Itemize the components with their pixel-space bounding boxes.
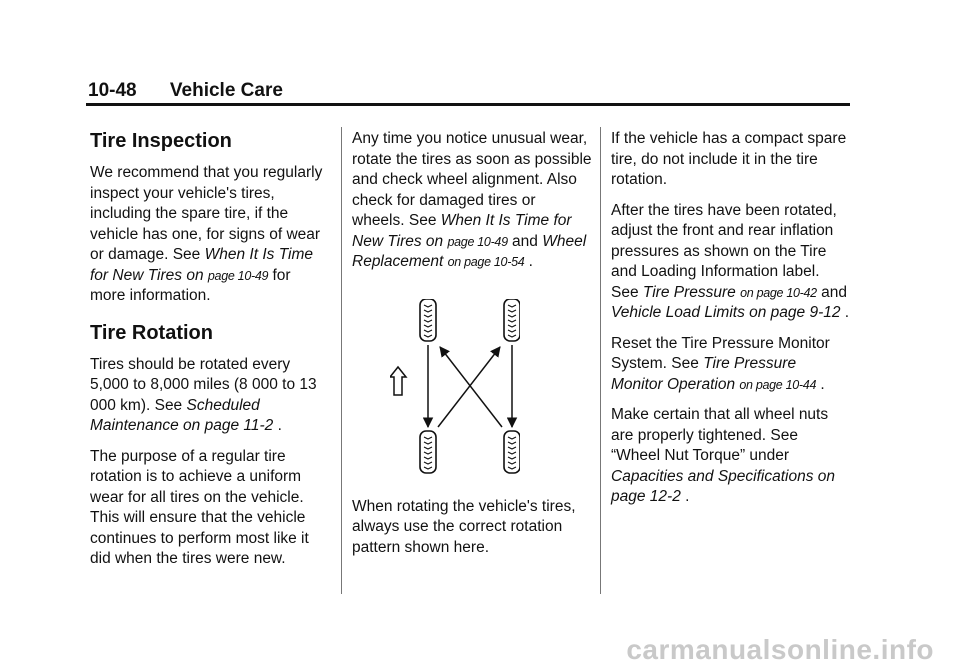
- rotating-paragraph: When rotating the vehicle's tires, always use the correct rotation pattern shown here.: [352, 497, 576, 556]
- inspection-paragraph: We recommend that you regularly inspect your vehicle's tires, including the spare tire, if the vehicle has one, for signs of wear or damage. See When It Is Time for New Tires on page 10-49 for more information.: [90, 164, 323, 304]
- front-right-tire: [504, 299, 520, 341]
- rear-right-tire: [504, 431, 520, 473]
- heading-tire-rotation: Tire Rotation: [90, 321, 213, 344]
- link-scheduled-maintenance[interactable]: Scheduled Maintenance on page 11-2: [90, 396, 274, 434]
- arrow-rear-left-to-front-right: [438, 347, 500, 427]
- compact-spare-paragraph: If the vehicle has a compact spare tire, do not include it in the tire rotation.: [611, 130, 847, 188]
- rotation-paragraph: Tires should be rotated every 5,000 to 8,000 miles (8 000 to 13 000 km). See Scheduled Maintenance on page 11-2 .: [90, 355, 317, 434]
- link-wheel-replacement[interactable]: Wheel Replacement: [352, 232, 587, 270]
- column-3: [611, 129, 851, 518]
- watermark: carmanualsonline.info: [626, 634, 934, 665]
- heading-tire-inspection: Tire Inspection: [90, 130, 232, 152]
- link-new-tires-2-page[interactable]: page 10-49: [447, 234, 508, 249]
- link-new-tires-2[interactable]: When It Is Time for New Tires on: [352, 212, 572, 250]
- page-number: 10-48: [88, 80, 137, 101]
- header-rule: [86, 103, 850, 106]
- inflation-paragraph: After the tires have been rotated, adjust the front and rear inflation pressures as shown on the Tire and Loading Information label. See Tire Pressure on page 10-42 and Vehicle Load Limits on page 9-12 .: [611, 201, 850, 321]
- front-left-tire: [420, 299, 436, 341]
- link-new-tires[interactable]: When It Is Time for New Tires on: [90, 246, 313, 284]
- unusual-wear-paragraph: Any time you notice unusual wear, rotate the tires as soon as possible and check wheel alignment. Also check for damaged tires or wheels. See When It Is Time for New Tires on page 10-49 and Wheel Replacement on page 10-54 .: [352, 130, 592, 270]
- link-tpms-operation[interactable]: Tire Pressure Monitor Operation: [611, 355, 797, 393]
- column-divider-1: [341, 127, 342, 594]
- tire-rotation-diagram: [390, 299, 520, 475]
- link-new-tires-page[interactable]: page 10-49: [207, 268, 269, 283]
- page-header: [88, 80, 283, 102]
- link-vehicle-load-limits[interactable]: Vehicle Load Limits on page 9-12: [611, 304, 841, 321]
- link-tire-pressure[interactable]: Tire Pressure: [642, 283, 736, 301]
- reset-tpms-paragraph: Reset the Tire Pressure Monitor System. See Tire Pressure Monitor Operation on page 10-44 .: [611, 334, 830, 393]
- vehicle-forward-arrow-icon: [390, 367, 406, 395]
- wheel-nuts-paragraph: Make certain that all wheel nuts are properly tightened. See “Wheel Nut Torque” under Capacities and Specifications on page 12-2 .: [611, 406, 836, 505]
- link-tire-pressure-page[interactable]: on page 10-42: [740, 285, 817, 300]
- section-title: Vehicle Care: [169, 80, 283, 101]
- column-2: [352, 129, 592, 568]
- arrow-rear-right-to-front-left: [440, 347, 502, 427]
- column-divider-2: [600, 127, 601, 594]
- purpose-paragraph: The purpose of a regular tire rotation is to achieve a uniform wear for all tires on the vehicle. This will ensure that the vehicle continues to perform most like it did when the tires were new.: [90, 447, 309, 567]
- link-wheel-replacement-page[interactable]: on page 10-54: [447, 255, 525, 269]
- rear-left-tire: [420, 431, 436, 473]
- link-capacities-specifications[interactable]: Capacities and Specifications on page 12-2: [611, 467, 836, 505]
- column-1: [90, 129, 330, 580]
- link-tpms-operation-page[interactable]: on page 10-44: [739, 377, 817, 392]
